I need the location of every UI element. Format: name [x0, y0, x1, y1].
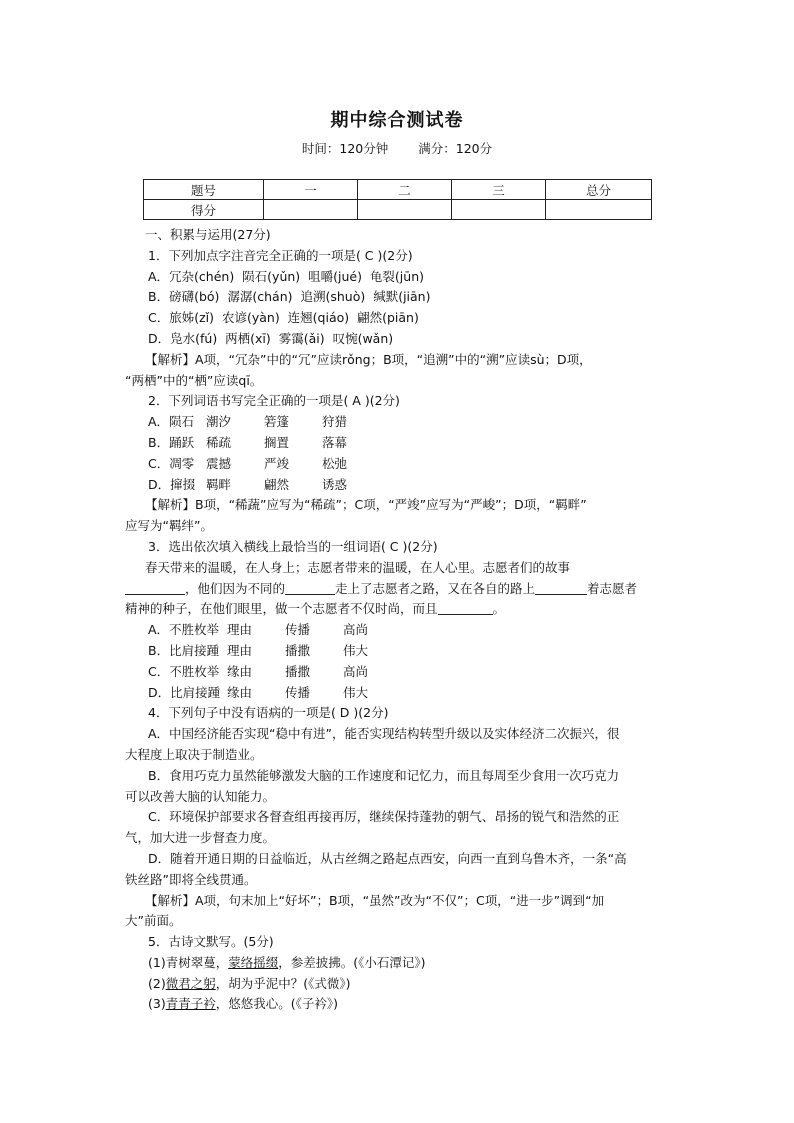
full-score: 满分：120分	[418, 141, 493, 156]
question-4-option-a-cont: 大程度上取决于制造业。	[125, 746, 263, 762]
question-2-analysis-cont: 应写为“羁绊”。	[125, 518, 213, 534]
score-input-cell	[452, 200, 546, 220]
question-4-analysis: 【解析】A项，句末加上“好坏”；B项，“虽然”改为“不仅”；C项，“进一步”调到“加	[145, 892, 605, 908]
fill-blank	[125, 580, 185, 595]
fill-blank	[438, 600, 493, 615]
score-table-score-row	[144, 200, 652, 220]
section-1	[125, 225, 665, 1015]
question-2-analysis: 【解析】B项，“稀蔬”应写为“稀疏”；C项，“严竣”应写为“严峻”；D项，“羁畔”	[145, 497, 587, 513]
question-3-option-b: B．比肩接踵 理由 播撒 伟大	[148, 642, 369, 658]
score-cell: 题号	[144, 180, 264, 200]
fill-blank	[285, 580, 335, 595]
answer-underlined: 青青子衿	[165, 996, 216, 1012]
question-4-option-a: A．中国经济能否实现“稳中有进”，能否实现结构转型升级以及实体经济二次振兴，很	[148, 726, 620, 742]
question-5-stem: 5．古诗文默写。(5分)	[148, 934, 274, 950]
question-4-option-c: C．环境保护部要求各督查组再接再厉，继续保持蓬勃的朝气、昂扬的锐气和浩然的正	[148, 809, 620, 825]
time-limit: 时间：120分钟	[301, 141, 389, 156]
fill-blank	[535, 580, 587, 595]
question-5-line-3: (3)青青子衿，悠悠我心。(《子衿》)	[148, 996, 338, 1012]
question-2-option-b: B．踊跃 稀疏 搁置 落幕	[148, 434, 348, 450]
score-input-cell	[358, 200, 452, 220]
score-input-cell	[264, 200, 358, 220]
question-3-passage-line2: ，他们因为不同的 走上了志愿者之路，又在各自的路上 着志愿者	[125, 579, 665, 600]
question-4-option-d-cont: 铁丝路”即将全线贯通。	[125, 871, 257, 887]
question-3-option-d: D．比肩接踵 缘由 传播 伟大	[148, 684, 369, 700]
page-title: 期中综合测试卷	[330, 110, 464, 131]
score-cell: 二	[358, 180, 452, 200]
question-3-stem: 3．选出依次填入横线上最恰当的一组词语( C )(2分)	[148, 538, 438, 554]
question-1-analysis: 【解析】A项，“冗杂”中的“冗”应读rǒng；B项，“追溯”中的“溯”应读sù；D项，	[145, 351, 592, 367]
question-1-option-d: D．凫水(fú) 两栖(xī) 雾霭(ǎi) 叹惋(wǎn)	[148, 330, 394, 346]
question-5-line-2: (2)微君之躬，胡为乎泥中？(《式微》)	[148, 975, 351, 991]
question-2-option-c: C．凋零 震撼 严竣 松弛	[148, 455, 348, 471]
question-3-option-a: A．不胜枚举 理由 传播 高尚	[148, 622, 369, 638]
score-cell: 一	[264, 180, 358, 200]
score-table-header-row	[144, 180, 652, 200]
answer-underlined: 蒙络摇缀	[228, 954, 279, 970]
score-cell: 总分	[546, 180, 652, 200]
question-4-option-b: B．食用巧克力虽然能够激发大脑的工作速度和记忆力，而且每周至少食用一次巧克力	[148, 767, 620, 783]
section-heading: 一、积累与运用(27分)	[145, 227, 271, 242]
question-4-analysis-cont: 大”前面。	[125, 913, 182, 929]
question-4-stem: 4．下列句子中没有语病的一项是( D )(2分)	[148, 705, 389, 721]
score-input-cell	[546, 200, 652, 220]
question-2-option-a: A．陨石 潮汐 箬篷 狩猎	[148, 414, 348, 430]
question-4-option-d: D．随着开通日期的日益临近，从古丝绸之路起点西安，向西一直到乌鲁木齐，一条“高	[148, 850, 627, 866]
score-cell: 三	[452, 180, 546, 200]
question-1-option-a: A．冗杂(chén) 陨石(yǔn) 咀嚼(jué) 龟裂(jūn)	[148, 268, 424, 284]
question-3-option-c: C．不胜枚举 缘由 播撒 高尚	[148, 663, 369, 679]
question-1-option-b: B．磅礴(bó) 潺潺(chán) 追溯(shuò) 缄默(jiān)	[148, 289, 431, 305]
question-1-analysis-cont: “两栖”中的“栖”应读qī。	[125, 372, 263, 388]
question-3-passage-line3: 精神的种子，在他们眼里，做一个志愿者不仅时尚，而且 。	[125, 601, 506, 617]
question-1-stem: 1．下列加点字注音完全正确的一项是( C )(2分)	[148, 247, 413, 263]
question-2-stem: 2．下列词语书写完全正确的一项是( A )(2分)	[148, 393, 400, 409]
exam-meta	[0, 139, 794, 157]
answer-underlined: 微君之躬	[165, 975, 216, 991]
question-2-option-d: D．撺掇 羁畔 翩然 诱惑	[148, 476, 348, 492]
question-1-option-c: C．旅姊(zǐ) 农谚(yàn) 连翘(qiáo) 翩然(piān)	[148, 310, 419, 326]
score-table	[143, 179, 652, 220]
question-3-passage: 春天带来的温暖，在人身上；志愿者带来的温暖，在人心里。志愿者们的故事	[145, 559, 571, 575]
question-4-option-c-cont: 气，加大进一步督查力度。	[125, 830, 276, 846]
question-5-line-1: (1)青树翠蔓，蒙络摇缀，参差披拂。(《小石潭记》)	[148, 954, 426, 970]
score-cell: 得分	[144, 200, 264, 220]
question-4-option-b-cont: 可以改善大脑的认知能力。	[125, 788, 276, 804]
